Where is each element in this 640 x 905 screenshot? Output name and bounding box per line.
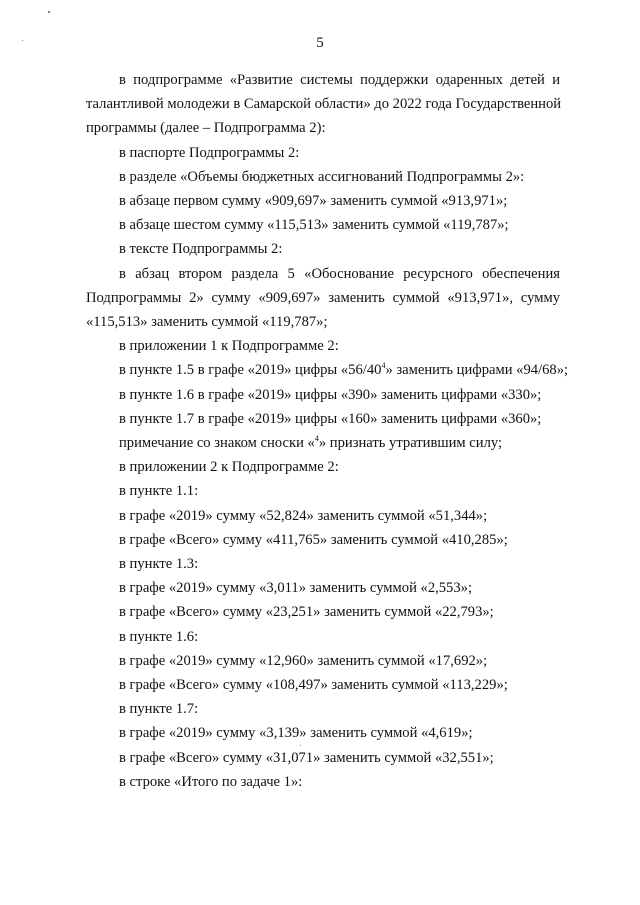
paragraph: в пункте 1.1: bbox=[119, 483, 199, 500]
paragraph: в тексте Подпрограммы 2: bbox=[119, 241, 283, 258]
paragraph: в пункте 1.7 в графе «2019» цифры «160» заменить цифрами «360»; bbox=[119, 410, 542, 427]
text-run: » заменить цифрами «94/68»; bbox=[385, 362, 569, 379]
text-line: в абзац втором раздела 5 «Обоснование ресурсного обеспечения bbox=[119, 265, 560, 282]
paragraph: в графе «Всего» сумму «31,071» заменить суммой «32,551»; bbox=[119, 749, 494, 766]
paragraph: в графе «2019» сумму «3,139» заменить суммой «4,619»; bbox=[119, 725, 473, 742]
paragraph: в приложении 1 к Подпрограмме 2: bbox=[119, 338, 339, 355]
scan-speck bbox=[48, 11, 50, 13]
paragraph: в пункте 1.7: bbox=[119, 701, 199, 718]
text-line: Подпрограммы 2» сумму «909,697» заменить суммой «913,971», сумму bbox=[86, 289, 560, 306]
page-number: 5 bbox=[316, 35, 324, 51]
paragraph: в разделе «Объемы бюджетных ассигнований Подпрограммы 2»: bbox=[119, 168, 525, 185]
paragraph: в пункте 1.6: bbox=[119, 628, 199, 645]
paragraph: в абзаце шестом сумму «115,513» заменить суммой «119,787»; bbox=[119, 217, 509, 234]
footnote-mark: 4 bbox=[314, 434, 319, 444]
text-run: в пункте 1.5 в графе «2019» цифры «56/40 bbox=[119, 362, 382, 379]
paragraph-subprogram-intro bbox=[86, 68, 560, 141]
paragraph: в строке «Итого по задаче 1»: bbox=[119, 773, 303, 790]
text-line: в подпрограмме «Развитие системы поддержки одаренных детей и bbox=[119, 72, 560, 88]
text-line: талантливой молодежи в Самарской области» до 2022 года Государственной bbox=[86, 96, 562, 113]
paragraph bbox=[86, 431, 560, 455]
paragraph: в графе «Всего» сумму «108,497» заменить суммой «113,229»; bbox=[119, 677, 508, 694]
text-line: программы (далее – Подпрограмма 2): bbox=[86, 120, 326, 137]
paragraph-section-5 bbox=[86, 262, 560, 335]
paragraph: в графе «Всего» сумму «411,765» заменить суммой «410,285»; bbox=[119, 531, 508, 548]
paragraph: в паспорте Подпрограммы 2: bbox=[119, 144, 300, 161]
text-run: примечание со знаком сноски « bbox=[119, 435, 315, 452]
paragraph: в графе «Всего» сумму «23,251» заменить суммой «22,793»; bbox=[119, 604, 494, 621]
paragraph: в графе «2019» сумму «3,011» заменить суммой «2,553»; bbox=[119, 580, 473, 597]
paragraph bbox=[86, 358, 569, 382]
text-line: «115,513» заменить суммой «119,787»; bbox=[86, 314, 328, 331]
paragraph: в абзаце первом сумму «909,697» заменить суммой «913,971»; bbox=[119, 193, 508, 210]
paragraph: в пункте 1.6 в графе «2019» цифры «390» заменить цифрами «330»; bbox=[119, 386, 542, 403]
paragraph: в пункте 1.3: bbox=[119, 556, 199, 573]
text-run: » признать утратившим силу; bbox=[318, 435, 503, 452]
document-body bbox=[86, 68, 569, 794]
paragraph: в приложении 2 к Подпрограмме 2: bbox=[119, 459, 339, 476]
footnote-mark: 4 bbox=[381, 361, 386, 371]
paragraph: в графе «2019» сумму «12,960» заменить суммой «17,692»; bbox=[119, 652, 488, 669]
paragraph: в графе «2019» сумму «52,824» заменить суммой «51,344»; bbox=[119, 507, 488, 524]
